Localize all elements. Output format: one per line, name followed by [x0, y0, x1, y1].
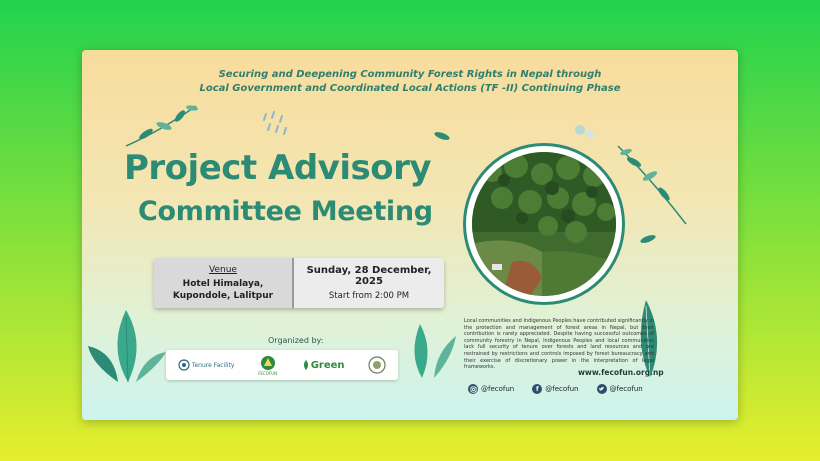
tenure-facility-logo-icon: [178, 359, 190, 371]
organizer-logos: [166, 350, 398, 380]
venue-label: Venue: [209, 264, 237, 275]
venue-datetime: [292, 258, 444, 308]
tropical-leaves-icon: [88, 308, 168, 383]
subtitle-line-2: Local Government and Coordinated Local Actions (TF -II) Continuing Phase: [199, 83, 621, 94]
page-title-line-1: Project Advisory: [124, 148, 431, 188]
event-time: Start from 2:00 PM: [328, 291, 410, 301]
venue-place-line-1: Hotel Himalaya,: [182, 278, 264, 289]
instagram-icon: [468, 384, 478, 394]
tropical-leaf-mid-icon: [400, 318, 460, 380]
tenure-facility-logo: [178, 359, 235, 371]
social-facebook[interactable]: [532, 384, 578, 394]
leaf-icon: [432, 130, 452, 142]
leaf-branch-icon: [122, 100, 202, 150]
venue-place-line-2: Kupondole, Lalitpur: [172, 290, 274, 301]
leaf-small-icon: [638, 232, 658, 246]
facebook-icon: f: [532, 384, 542, 394]
instagram-handle: @fecofun: [481, 385, 515, 393]
page-title-line-2: Committee Meeting: [138, 196, 433, 227]
forest-aerial-photo-icon: [472, 152, 616, 296]
project-subtitle: [82, 68, 738, 96]
event-banner: [82, 50, 738, 420]
forest-photo-frame: [466, 146, 622, 302]
social-links: [468, 384, 643, 394]
twitter-icon: [597, 384, 607, 394]
bubbles-icon: [572, 122, 602, 142]
website-link[interactable]: www.fecofun.org.np: [578, 368, 664, 377]
social-instagram[interactable]: [468, 384, 514, 394]
fecofun-text: FECOFUN: [258, 370, 278, 376]
project-description: Local communities and Indigenous Peoples have contributed significantly in the protection and management of forest areas in Nepal, but their contribution is rarely appreciated. Despite having successful outcomes of community forestry in Nepal, Indigenous Peoples and local communities lack full security of tenure over forests and land resources and are restrained by restrictions and controls imposed by forest bureaucracy and their exercise of discretionary power in the interpretation of legal frameworks.: [464, 318, 654, 371]
emblem-logo: [368, 356, 386, 374]
subtitle-line-1: Securing and Deepening Community Forest Rights in Nepal through: [218, 69, 602, 80]
emblem-logo-icon: [368, 356, 386, 374]
green-foundation-logo-icon: [301, 359, 311, 371]
fecofun-logo: [258, 355, 277, 376]
venue-location: [154, 258, 292, 308]
event-date: Sunday, 28 December, 2025: [306, 265, 432, 287]
tenure-facility-text: Tenure Facility: [191, 361, 235, 369]
green-foundation-logo: [301, 359, 345, 371]
forest-aerial-photo: [472, 152, 616, 296]
venue-box: [154, 258, 444, 308]
facebook-handle: @fecofun: [545, 385, 579, 393]
raindrops-icon: [262, 110, 292, 140]
green-foundation-text: Green: [310, 359, 345, 371]
leaf-branch-right-icon: [612, 140, 692, 230]
organized-by-label: Organized by:: [268, 336, 324, 345]
social-twitter[interactable]: [597, 384, 643, 394]
fecofun-logo-icon: [260, 355, 276, 371]
twitter-handle: @fecofun: [609, 385, 643, 393]
